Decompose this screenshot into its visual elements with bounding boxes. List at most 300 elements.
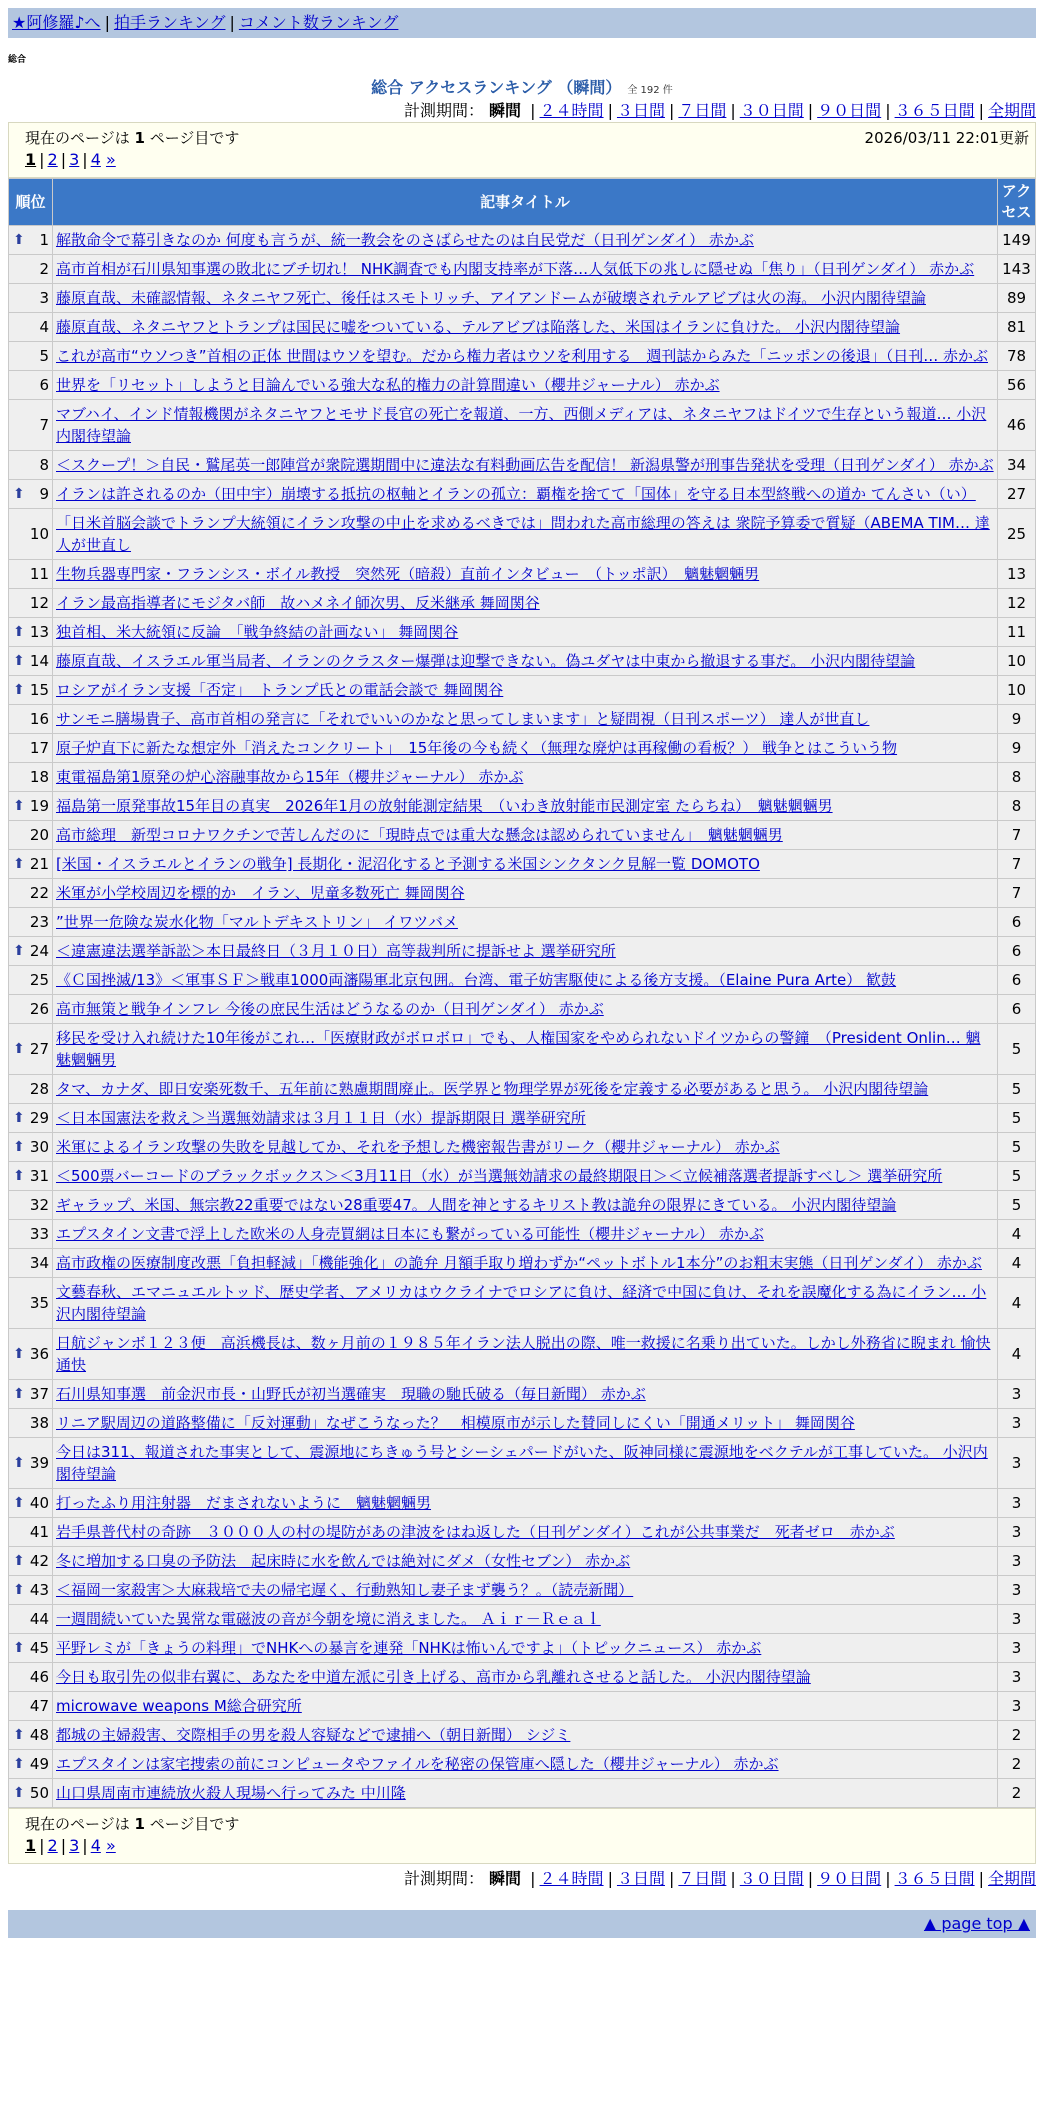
- article-title-link[interactable]: 福島第一原発事故15年目の真実 2026年1月の放射能測定結果 （いわき放射能市民測定室 たらちね） 魑魅魍魎男: [56, 797, 833, 815]
- rank-cell: [9, 371, 53, 400]
- article-title-link[interactable]: サンモニ膳場貴子、高市首相の発言に「それでいいのかなと思ってしまいます」と疑問視（日刊スポーツ） 達人が世直し: [56, 710, 870, 728]
- rank-cell: [9, 1692, 53, 1721]
- article-title-link[interactable]: マブハイ、インド情報機関がネタニヤフとモサド長官の死亡を報道、一方、西側メディアは、ネタニヤフはドイツで生存という報道… 小沢内閣待望論: [56, 405, 987, 445]
- rank-number: 21: [29, 855, 49, 873]
- pager-separator: |: [60, 1836, 67, 1855]
- period-options: [526, 1869, 1036, 1888]
- table-row: [9, 1692, 1036, 1721]
- table-row: [9, 284, 1036, 313]
- period-option-link[interactable]: ９０日間: [817, 1869, 882, 1888]
- article-title-link[interactable]: タマ、カナダ、即日安楽死数千、五年前に熟慮期間廃止。医学界と物理学界が死後を定義する必要があると思う。 小沢内閣待望論: [56, 1080, 929, 1098]
- up-arrow-icon: ⬆: [13, 232, 25, 248]
- article-title-link[interactable]: ギャラップ、米国、無宗教22重要ではない28重要47。人間を神とするキリスト教は詭弁の限界にきている。 小沢内閣待望論: [56, 1196, 897, 1214]
- up-arrow-icon: ⬆: [13, 1168, 25, 1184]
- table-row: [9, 995, 1036, 1024]
- rank-cell: [9, 1779, 53, 1808]
- title-cell: [53, 342, 998, 371]
- access-count: 8: [998, 763, 1036, 792]
- article-title-link[interactable]: ＜500票バーコードのブラックボックス＞＜3月11日（水）が当選無効請求の最終期限日＞＜立候補落選者提訴すべし＞ 選挙研究所: [56, 1167, 943, 1185]
- title-cell: [53, 908, 998, 937]
- title-cell: [53, 1133, 998, 1162]
- article-title-link[interactable]: 東電福島第1原発の炉心溶融事故から15年（櫻井ジャーナル） 赤かぶ: [56, 768, 524, 786]
- page-info-bottom: [8, 1808, 1036, 1864]
- period-option-link[interactable]: ３日間: [616, 101, 665, 120]
- rank-cell: [9, 1380, 53, 1409]
- pager-link[interactable]: 2: [47, 1836, 58, 1855]
- table-row: [9, 1779, 1036, 1808]
- rank-number: 2: [39, 260, 49, 278]
- nav-separator: |: [104, 13, 110, 32]
- period-current: 瞬間: [489, 1869, 522, 1888]
- updated-timestamp: 2026/03/11 22:01更新: [864, 129, 1029, 147]
- pager-link[interactable]: 3: [69, 1836, 80, 1855]
- table-row: [9, 879, 1036, 908]
- page-title-text: 総合 アクセスランキング （瞬間）: [371, 78, 622, 97]
- up-arrow-icon: ⬆: [13, 1386, 25, 1402]
- up-arrow-icon: ⬆: [13, 1110, 25, 1126]
- bottom-bar: [8, 1910, 1036, 1938]
- access-count: 81: [998, 313, 1036, 342]
- period-options: [526, 101, 1036, 120]
- table-row: [9, 1220, 1036, 1249]
- table-row: [9, 1329, 1036, 1380]
- article-title-link[interactable]: 石川県知事選 前金沢市長・山野氏が初当選確実 現職の馳氏破る（毎日新聞） 赤かぶ: [56, 1385, 646, 1403]
- pager-next-link[interactable]: »: [105, 1836, 116, 1855]
- article-title-link[interactable]: これが高市“ウソつき”首相の正体 世間はウソを望む。だから権力者はウソを利用する 週刊誌からみた「ニッポンの後退」（日刊… 赤かぶ: [56, 347, 988, 365]
- rank-number: 30: [29, 1138, 49, 1156]
- period-option-link[interactable]: ３０日間: [739, 1869, 804, 1888]
- title-cell: [53, 937, 998, 966]
- rank-number: 32: [29, 1196, 49, 1214]
- article-title-link[interactable]: 高市首相が石川県知事選の敗北にブチ切れ！ NHK調査でも内閣支持率が下落…人気低下の兆しに隠せぬ「焦り」（日刊ゲンダイ） 赤かぶ: [56, 260, 975, 278]
- article-title-link[interactable]: 「日米首脳会談でトランプ大統領にイラン攻撃の中止を求めるべきでは」問われた高市総理の答えは 衆院予算委で質疑（ABEMA TIM… 達人が世直し: [56, 514, 990, 554]
- period-separator: |: [978, 1869, 984, 1888]
- rank-cell: [9, 676, 53, 705]
- title-cell: [53, 284, 998, 313]
- access-count: 8: [998, 792, 1036, 821]
- access-count: 7: [998, 850, 1036, 879]
- article-title-link[interactable]: 藤原直哉、イスラエル軍当局者、イランのクラスター爆弾は迎撃できない。偽ユダヤは中東から撤退する事だ。 小沢内閣待望論: [56, 652, 916, 670]
- header-rank: 順位: [9, 179, 53, 226]
- access-count: 3: [998, 1634, 1036, 1663]
- header-title: 記事タイトル: [53, 179, 998, 226]
- rank-number: 16: [29, 710, 49, 728]
- period-label: 計測期間：: [403, 1869, 484, 1888]
- period-separator: |: [807, 1869, 814, 1888]
- access-count: 5: [998, 1024, 1036, 1075]
- title-cell: [53, 1518, 998, 1547]
- rank-cell: [9, 400, 53, 451]
- rank-number: 12: [29, 594, 49, 612]
- period-separator: |: [530, 1869, 536, 1888]
- period-option-link[interactable]: ２４時間: [539, 101, 604, 120]
- pager-current: 1: [25, 1836, 37, 1855]
- table-row: [9, 1409, 1036, 1438]
- table-row: [9, 451, 1036, 480]
- article-title-link[interactable]: エプスタインは家宅捜索の前にコンピュータやファイルを秘密の保管庫へ隠した（櫻井ジャーナル） 赤かぶ: [56, 1755, 779, 1773]
- up-arrow-icon: ⬆: [13, 856, 25, 872]
- pager-link[interactable]: 3: [69, 150, 80, 169]
- period-option-link[interactable]: ９０日間: [817, 101, 882, 120]
- up-arrow-icon: ⬆: [13, 1582, 25, 1598]
- rank-number: 43: [29, 1581, 49, 1599]
- table-row: [9, 1663, 1036, 1692]
- rank-cell: [9, 763, 53, 792]
- table-row: [9, 255, 1036, 284]
- table-row: [9, 618, 1036, 647]
- pager-current: 1: [25, 150, 37, 169]
- title-cell: [53, 647, 998, 676]
- rank-number: 35: [29, 1294, 49, 1312]
- title-cell: [53, 1024, 998, 1075]
- rank-number: 31: [29, 1167, 49, 1185]
- rank-cell: [9, 1663, 53, 1692]
- rank-number: 39: [29, 1454, 49, 1472]
- rank-number: 18: [29, 768, 49, 786]
- pager-separator: |: [82, 150, 88, 169]
- period-separator: |: [607, 101, 613, 120]
- title-cell: [53, 560, 998, 589]
- access-count: 5: [998, 1075, 1036, 1104]
- table-row: [9, 1750, 1036, 1779]
- access-count: 3: [998, 1409, 1036, 1438]
- rank-number: 40: [29, 1494, 49, 1512]
- rank-cell: [9, 879, 53, 908]
- access-count: 3: [998, 1438, 1036, 1489]
- rank-number: 15: [29, 681, 49, 699]
- article-title-link[interactable]: 文藝春秋、エマニュエルトッド、歴史学者、アメリカはウクライナでロシアに負け、経済で中国に負け、それを誤魔化する為にイラン… 小沢内閣待望論: [56, 1283, 987, 1323]
- article-title-link[interactable]: 米軍によるイラン攻撃の失敗を見越してか、それを予想した機密報告書がリーク（櫻井ジャーナル） 赤かぶ: [56, 1138, 780, 1156]
- ranking-table: [8, 178, 1036, 1808]
- rank-number: 37: [29, 1385, 49, 1403]
- access-count: 6: [998, 908, 1036, 937]
- rank-number: 23: [29, 913, 49, 931]
- article-title-link[interactable]: ＜福岡一家殺害＞大麻栽培で夫の帰宅遅く、行動熟知し妻子まず襲う？。（読売新聞）: [56, 1581, 634, 1599]
- rank-number: 28: [29, 1080, 49, 1098]
- up-arrow-icon: ⬆: [13, 1041, 25, 1057]
- page-prefix: 現在のページは: [25, 1815, 135, 1833]
- pager-link[interactable]: 2: [47, 150, 58, 169]
- title-cell: [53, 1409, 998, 1438]
- table-row: [9, 908, 1036, 937]
- article-title-link[interactable]: 生物兵器専門家・フランシス・ボイル教授 突然死（暗殺）直前インタビュー （トッポ訳） 魑魅魍魎男: [56, 565, 760, 583]
- rank-number: 27: [29, 1040, 49, 1058]
- title-cell: [53, 850, 998, 879]
- title-cell: [53, 1692, 998, 1721]
- period-separator: |: [607, 1869, 613, 1888]
- period-option-link[interactable]: ３０日間: [739, 101, 804, 120]
- table-row: [9, 1547, 1036, 1576]
- rank-number: 13: [29, 623, 49, 641]
- up-arrow-icon: ⬆: [13, 1139, 25, 1155]
- access-count: 7: [998, 879, 1036, 908]
- access-count: 9: [998, 705, 1036, 734]
- rank-cell: [9, 995, 53, 1024]
- table-row: [9, 589, 1036, 618]
- rank-number: 11: [29, 565, 49, 583]
- rank-cell: [9, 1518, 53, 1547]
- title-cell: [53, 1721, 998, 1750]
- up-arrow-icon: ⬆: [13, 1640, 25, 1656]
- title-cell: [53, 966, 998, 995]
- rank-cell: [9, 705, 53, 734]
- table-row: [9, 560, 1036, 589]
- table-row: [9, 734, 1036, 763]
- up-arrow-icon: ⬆: [13, 624, 25, 640]
- up-arrow-icon: ⬆: [13, 1495, 25, 1511]
- ranking-table-body: [9, 226, 1036, 1808]
- up-arrow-icon: ⬆: [13, 1346, 25, 1362]
- article-title-link[interactable]: ＜スクープ！＞自民・鷲尾英一郎陣営が衆院選期間中に違法な有料動画広告を配信！ 新潟県警が刑事告発状を受理（日刊ゲンダイ） 赤かぶ: [56, 456, 994, 474]
- rank-number: 19: [29, 797, 49, 815]
- title-cell: [53, 879, 998, 908]
- period-option-link[interactable]: ３日間: [616, 1869, 665, 1888]
- table-row: [9, 1605, 1036, 1634]
- title-cell: [53, 451, 998, 480]
- rank-cell: [9, 850, 53, 879]
- period-selector-bottom: [0, 1868, 1044, 1890]
- title-cell: [53, 1278, 998, 1329]
- article-title-link[interactable]: 原子炉直下に新たな想定外「消えたコンクリート」 15年後の今も続く（無理な廃炉は再稼働の看板？） 戦争とはこういう物: [56, 739, 898, 757]
- pager-link[interactable]: 4: [90, 150, 101, 169]
- article-title-link[interactable]: ロシアがイラン支援「否定」 トランプ氏との電話会談で 舞岡関谷: [56, 681, 504, 699]
- period-separator: |: [885, 101, 891, 120]
- nav-link-home[interactable]: ★阿修羅♪へ: [12, 13, 101, 32]
- pager-separator: |: [39, 1836, 45, 1855]
- access-count: 56: [998, 371, 1036, 400]
- table-row: [9, 1249, 1036, 1278]
- title-cell: [53, 1249, 998, 1278]
- rank-cell: [9, 1438, 53, 1489]
- title-cell: [53, 763, 998, 792]
- nav-link-applause-ranking[interactable]: 拍手ランキング: [113, 13, 226, 32]
- period-option-link[interactable]: ７日間: [678, 101, 727, 120]
- article-title-link[interactable]: microwave weapons M総合研究所: [56, 1697, 302, 1715]
- rank-number: 10: [29, 525, 49, 543]
- article-title-link[interactable]: 都城の主婦殺害、交際相手の男を殺人容疑などで逮捕へ（朝日新聞） シジミ: [56, 1726, 571, 1744]
- rank-number: 29: [29, 1109, 49, 1127]
- article-title-link[interactable]: 藤原直哉、ネタニヤフとトランプは国民に嘘をついている、テルアビブは陥落した、米国はイランに負けた。 小沢内閣待望論: [56, 318, 901, 336]
- access-count: 3: [998, 1663, 1036, 1692]
- access-count: 3: [998, 1489, 1036, 1518]
- period-option-link[interactable]: 全期間: [987, 1869, 1036, 1888]
- rank-number: 24: [29, 942, 49, 960]
- period-option-link[interactable]: 全期間: [987, 101, 1036, 120]
- title-cell: [53, 1634, 998, 1663]
- rank-cell: [9, 1024, 53, 1075]
- pagination-top: [25, 149, 1025, 171]
- article-title-link[interactable]: 日航ジャンボ１２３便 高浜機長は、数ヶ月前の１９８５年イラン法人脱出の際、唯一救援に名乗り出ていた。しかし外務省に睨まれ 愉快通快: [56, 1334, 991, 1374]
- title-cell: [53, 371, 998, 400]
- article-title-link[interactable]: 世界を「リセット」しようと目論んでいる強大な私的権力の計算間違い（櫻井ジャーナル） 赤かぶ: [56, 376, 720, 394]
- access-count: 143: [998, 255, 1036, 284]
- article-title-link[interactable]: ”世界一危険な炭水化物「マルトデキストリン」 イワツバメ: [56, 913, 458, 931]
- article-title-link[interactable]: [米国・イスラエルとイランの戦争] 長期化・泥沼化すると予測する米国シンクタンク見解一覧 DOMOTO: [56, 855, 760, 873]
- table-row: [9, 676, 1036, 705]
- pager-link[interactable]: 4: [90, 1836, 101, 1855]
- nav-separator: |: [229, 13, 235, 32]
- table-row: [9, 342, 1036, 371]
- table-row: [9, 1024, 1036, 1075]
- title-cell: [53, 589, 998, 618]
- period-option-link[interactable]: ２４時間: [539, 1869, 604, 1888]
- up-arrow-icon: ⬆: [13, 1455, 25, 1471]
- article-title-link[interactable]: 一週間続いていた異常な電磁波の音が今朝を境に消えました。 Ａｉｒ－Ｒｅａｌ: [56, 1610, 601, 1628]
- article-title-link[interactable]: 岩手県普代村の奇跡 ３０００人の村の堤防があの津波をはね返した（日刊ゲンダイ）これが公共事業だ 死者ゼロ 赤かぶ: [56, 1523, 895, 1541]
- article-title-link[interactable]: 独首相、米大統領に反論 「戦争終結の計画ない」 舞岡関谷: [56, 623, 459, 641]
- rank-cell: [9, 284, 53, 313]
- up-arrow-icon: ⬆: [13, 1756, 25, 1772]
- rank-cell: [9, 589, 53, 618]
- title-cell: [53, 226, 998, 255]
- article-title-link[interactable]: 打ったふり用注射器 だまされないように 魑魅魍魎男: [56, 1494, 432, 1512]
- article-title-link[interactable]: 今日は311、報道された事実として、震源地にちきゅう号とシーシェパードがいた、阪神同様に震源地をベクテルが工事していた。 小沢内閣待望論: [56, 1443, 988, 1483]
- access-count: 11: [998, 618, 1036, 647]
- rank-cell: [9, 1075, 53, 1104]
- title-cell: [53, 1605, 998, 1634]
- rank-number: 7: [39, 416, 49, 434]
- rank-cell: [9, 1329, 53, 1380]
- title-cell: [53, 1663, 998, 1692]
- rank-cell: [9, 1278, 53, 1329]
- article-title-link[interactable]: ＜違憲違法選挙訴訟＞本日最終日（３月１０日）高等裁判所に提訴せよ 選挙研究所: [56, 942, 616, 960]
- article-title-link[interactable]: 移民を受け入れ続けた10年後がこれ…「医療財政がボロボロ」でも、人権国家をやめられないドイツからの警鐘 （President Onlin… 魑魅魍魎男: [56, 1029, 981, 1069]
- article-title-link[interactable]: 《Ｃ国挫滅/13》＜軍事ＳＦ＞戦車1000両瀋陽軍北京包囲。台湾、電子妨害駆使による後方支援。（Elaine Pura Arte） 歓鼓: [56, 971, 897, 989]
- access-count: 3: [998, 1547, 1036, 1576]
- rank-cell: [9, 480, 53, 509]
- pager-next-link[interactable]: »: [105, 150, 116, 169]
- title-cell: [53, 821, 998, 850]
- rank-number: 49: [29, 1755, 49, 1773]
- article-title-link[interactable]: イランは許されるのか（田中宇）崩壊する抵抗の枢軸とイランの孤立：覇権を捨てて「国体」を守る日本型終戦への道か てんさい（い）: [56, 485, 976, 503]
- rank-number: 9: [39, 485, 49, 503]
- access-count: 12: [998, 589, 1036, 618]
- article-title-link[interactable]: 高市総理 新型コロナワクチンで苦しんだのに「現時点では重大な懸念は認められていません」 魑魅魍魎男: [56, 826, 783, 844]
- access-count: 149: [998, 226, 1036, 255]
- article-title-link[interactable]: 高市無策と戦争インフレ 今後の庶民生活はどうなるのか（日刊ゲンダイ） 赤かぶ: [56, 1000, 604, 1018]
- period-option-link[interactable]: ７日間: [678, 1869, 727, 1888]
- rank-cell: [9, 821, 53, 850]
- table-row: [9, 1278, 1036, 1329]
- article-title-link[interactable]: 高市政権の医療制度改悪「負担軽減」「機能強化」の詭弁 月額手取り増わずか“ペットボトル1本分”のお粗末実態（日刊ゲンダイ） 赤かぶ: [56, 1254, 982, 1272]
- period-selector-top: [0, 100, 1044, 122]
- up-arrow-icon: ⬆: [13, 1727, 25, 1743]
- article-title-link[interactable]: 冬に増加する口臭の予防法 起床時に水を飲んでは絶対にダメ（女性セブン） 赤かぶ: [56, 1552, 631, 1570]
- rank-number: 26: [29, 1000, 49, 1018]
- rank-cell: [9, 1162, 53, 1191]
- period-option-link[interactable]: ３６５日間: [894, 101, 975, 120]
- rank-cell: [9, 1489, 53, 1518]
- rank-cell: [9, 1409, 53, 1438]
- rank-cell: [9, 509, 53, 560]
- article-title-link[interactable]: 今日も取引先の似非右翼に、あなたを中道左派に引き上げる、高市から乳離れさせると話した。 小沢内閣待望論: [56, 1668, 811, 1686]
- title-cell: [53, 1162, 998, 1191]
- rank-number: 42: [29, 1552, 49, 1570]
- period-option-link[interactable]: ３６５日間: [894, 1869, 975, 1888]
- title-cell: [53, 480, 998, 509]
- rank-number: 45: [29, 1639, 49, 1657]
- rank-cell: [9, 1750, 53, 1779]
- title-cell: [53, 705, 998, 734]
- title-cell: [53, 1547, 998, 1576]
- article-title-link[interactable]: 平野レミが「きょうの料理」でNHKへの暴言を連発「NHKは怖いんですよ」（トピックニュース） 赤かぶ: [56, 1639, 762, 1657]
- rank-number: 36: [29, 1345, 49, 1363]
- access-count: 5: [998, 1162, 1036, 1191]
- header-access: アクセス: [998, 179, 1036, 226]
- article-title-link[interactable]: 山口県周南市連続放火殺人現場へ行ってみた 中川隆: [56, 1784, 406, 1802]
- period-separator: |: [807, 101, 814, 120]
- access-count: 10: [998, 647, 1036, 676]
- access-count: 27: [998, 480, 1036, 509]
- access-count: 4: [998, 1220, 1036, 1249]
- rank-cell: [9, 734, 53, 763]
- nav-link-comment-ranking[interactable]: コメント数ランキング: [238, 13, 399, 32]
- table-row: [9, 966, 1036, 995]
- table-row: [9, 937, 1036, 966]
- table-header-row: [9, 179, 1036, 226]
- article-title-link[interactable]: イラン最高指導者にモジタバ師 故ハメネイ師次男、反米継承 舞岡関谷: [56, 594, 540, 612]
- rank-cell: [9, 966, 53, 995]
- page-top-link[interactable]: ▲ page top ▲: [923, 1914, 1030, 1933]
- page-number: 1: [134, 129, 145, 147]
- title-cell: [53, 995, 998, 1024]
- title-cell: [53, 734, 998, 763]
- rank-number: 8: [39, 456, 49, 474]
- rank-number: 34: [29, 1254, 49, 1272]
- rank-cell: [9, 313, 53, 342]
- page-suffix: ページ目です: [144, 1815, 240, 1833]
- title-cell: [53, 509, 998, 560]
- article-title-link[interactable]: エプスタイン文書で浮上した欧米の人身売買網は日本にも繋がっている可能性（櫻井ジャーナル） 赤かぶ: [56, 1225, 764, 1243]
- article-title-link[interactable]: 藤原直哉、未確認情報、ネタニヤフ死亡、後任はスモトリッチ、アイアンドームが破壊されテルアビブは火の海。 小沢内閣待望論: [56, 289, 926, 307]
- rank-cell: [9, 1191, 53, 1220]
- page-title: [0, 75, 1044, 98]
- title-cell: [53, 1380, 998, 1409]
- title-cell: [53, 1779, 998, 1808]
- rank-number: 41: [29, 1523, 49, 1541]
- table-row: [9, 1191, 1036, 1220]
- table-row: [9, 705, 1036, 734]
- article-title-link[interactable]: リニア駅周辺の道路整備に「反対運動」なぜこうなった？ 相模原市が示した賛同しにくい「開通メリット」 舞岡関谷: [56, 1414, 855, 1432]
- table-row: [9, 647, 1036, 676]
- access-count: 78: [998, 342, 1036, 371]
- pagination-bottom: [25, 1835, 1025, 1857]
- article-title-link[interactable]: ＜日本国憲法を救え＞当選無効請求は３月１１日（水）提訴期限日 選挙研究所: [56, 1109, 586, 1127]
- table-row: [9, 1634, 1036, 1663]
- access-count: 7: [998, 821, 1036, 850]
- period-current: 瞬間: [489, 101, 522, 120]
- access-count: 3: [998, 1380, 1036, 1409]
- rank-cell: [9, 1104, 53, 1133]
- period-separator: |: [730, 1869, 736, 1888]
- article-title-link[interactable]: 解散命令で幕引きなのか 何度も言うが、統一教会をのさばらせたのは自民党だ（日刊ゲンダイ） 赤かぶ: [56, 231, 754, 249]
- table-row: [9, 1721, 1036, 1750]
- article-title-link[interactable]: 米軍が小学校周辺を標的か イラン、児童多数死亡 舞岡関谷: [56, 884, 465, 902]
- rank-number: 6: [39, 376, 49, 394]
- up-arrow-icon: ⬆: [13, 653, 25, 669]
- access-count: 34: [998, 451, 1036, 480]
- access-count: 3: [998, 1518, 1036, 1547]
- rank-number: 46: [29, 1668, 49, 1686]
- title-cell: [53, 1329, 998, 1380]
- table-row: [9, 1380, 1036, 1409]
- rank-cell: [9, 255, 53, 284]
- up-arrow-icon: ⬆: [13, 943, 25, 959]
- rank-cell: [9, 226, 53, 255]
- table-row: [9, 480, 1036, 509]
- page-number: 1: [134, 1815, 145, 1833]
- rank-number: 38: [29, 1414, 49, 1432]
